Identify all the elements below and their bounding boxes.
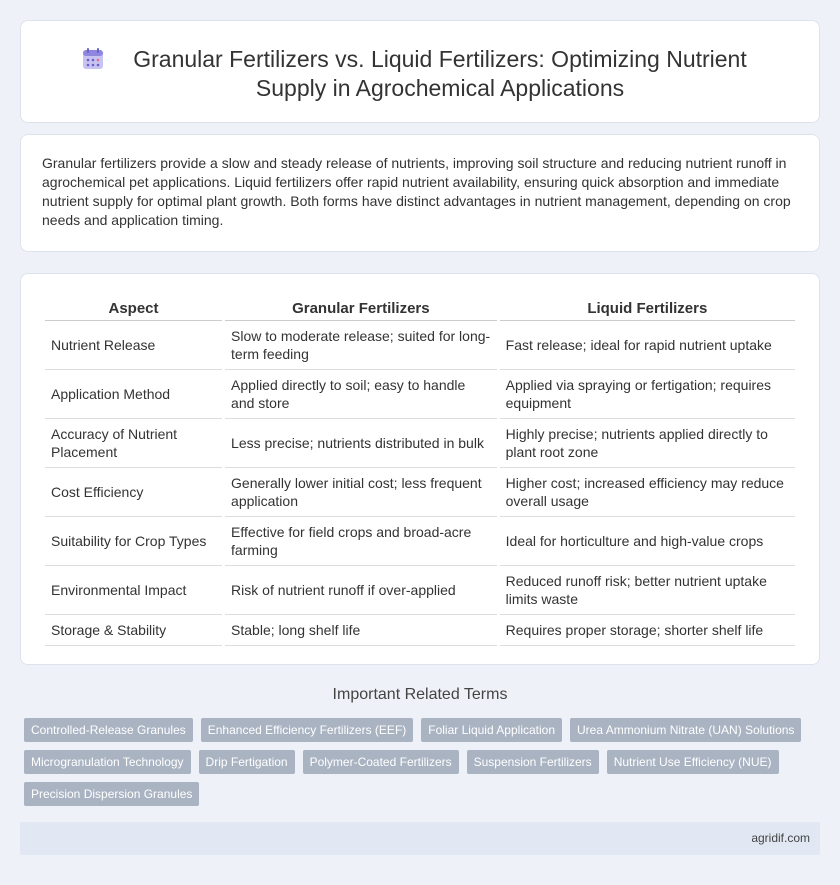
cell-liquid: Highly precise; nutrients applied directly to plant root zone <box>500 419 795 468</box>
related-tag[interactable]: Foliar Liquid Application <box>421 718 562 742</box>
cell-granular: Slow to moderate release; suited for long-term feeding <box>225 321 497 370</box>
cell-liquid: Fast release; ideal for rapid nutrient uptake <box>500 321 795 370</box>
comparison-table <box>42 298 798 646</box>
cell-granular: Less precise; nutrients distributed in bulk <box>225 419 497 468</box>
footer <box>20 822 820 855</box>
related-tag[interactable]: Controlled-Release Granules <box>24 718 193 742</box>
header-aspect: Aspect <box>45 298 222 321</box>
table-row <box>45 517 795 566</box>
cell-aspect: Nutrient Release <box>45 321 222 370</box>
cell-liquid: Requires proper storage; shorter shelf life <box>500 615 795 646</box>
header-granular: Granular Fertilizers <box>225 298 497 321</box>
table-header-row <box>45 298 795 321</box>
related-tag[interactable]: Enhanced Efficiency Fertilizers (EEF) <box>201 718 414 742</box>
page-title: Granular Fertilizers vs. Liquid Fertilizers: Optimizing Nutrient Supply in Agrochemical Applications <box>133 46 747 101</box>
table-row <box>45 566 795 615</box>
cell-granular: Applied directly to soil; easy to handle and store <box>225 370 497 419</box>
cell-aspect: Environmental Impact <box>45 566 222 615</box>
related-tag[interactable]: Microgranulation Technology <box>24 750 191 774</box>
cell-granular: Generally lower initial cost; less frequent application <box>225 468 497 517</box>
cell-aspect: Suitability for Crop Types <box>45 517 222 566</box>
title-card <box>20 20 820 123</box>
related-tag[interactable]: Precision Dispersion Granules <box>24 782 199 806</box>
cell-aspect: Cost Efficiency <box>45 468 222 517</box>
related-tag[interactable]: Urea Ammonium Nitrate (UAN) Solutions <box>570 718 801 742</box>
cell-granular: Risk of nutrient runoff if over-applied <box>225 566 497 615</box>
cell-liquid: Reduced runoff risk; better nutrient uptake limits waste <box>500 566 795 615</box>
comparison-card <box>20 273 820 665</box>
cell-granular: Effective for field crops and broad-acre farming <box>225 517 497 566</box>
intro-text: Granular fertilizers provide a slow and steady release of nutrients, improving soil structure and reducing nutrient runoff in agrochemical pet applications. Liquid fertilizers offer rapid nutrient availability, ensuring quick absorption and immediate nutrient supply for optimal plant growth. Both forms have distinct advantages in nutrient management, depending on crop needs and application timing. <box>42 155 791 228</box>
table-row <box>45 615 795 646</box>
related-tag[interactable]: Polymer-Coated Fertilizers <box>303 750 459 774</box>
related-terms-tags <box>24 718 814 806</box>
cell-granular: Stable; long shelf life <box>225 615 497 646</box>
table-row <box>45 468 795 517</box>
cell-liquid: Higher cost; increased efficiency may reduce overall usage <box>500 468 795 517</box>
cell-aspect: Accuracy of Nutrient Placement <box>45 419 222 468</box>
footer-site-link[interactable]: agridif.com <box>751 831 810 845</box>
cell-liquid: Ideal for horticulture and high-value crops <box>500 517 795 566</box>
cell-aspect: Storage & Stability <box>45 615 222 646</box>
related-tag[interactable]: Suspension Fertilizers <box>467 750 599 774</box>
related-tag[interactable]: Nutrient Use Efficiency (NUE) <box>607 750 779 774</box>
table-row <box>45 370 795 419</box>
header-liquid: Liquid Fertilizers <box>500 298 795 321</box>
cell-aspect: Application Method <box>45 370 222 419</box>
related-terms-title: Important Related Terms <box>332 686 508 703</box>
related-tag[interactable]: Drip Fertigation <box>199 750 295 774</box>
table-row <box>45 321 795 370</box>
cell-liquid: Applied via spraying or fertigation; requires equipment <box>500 370 795 419</box>
intro-card <box>20 134 820 252</box>
table-row <box>45 419 795 468</box>
